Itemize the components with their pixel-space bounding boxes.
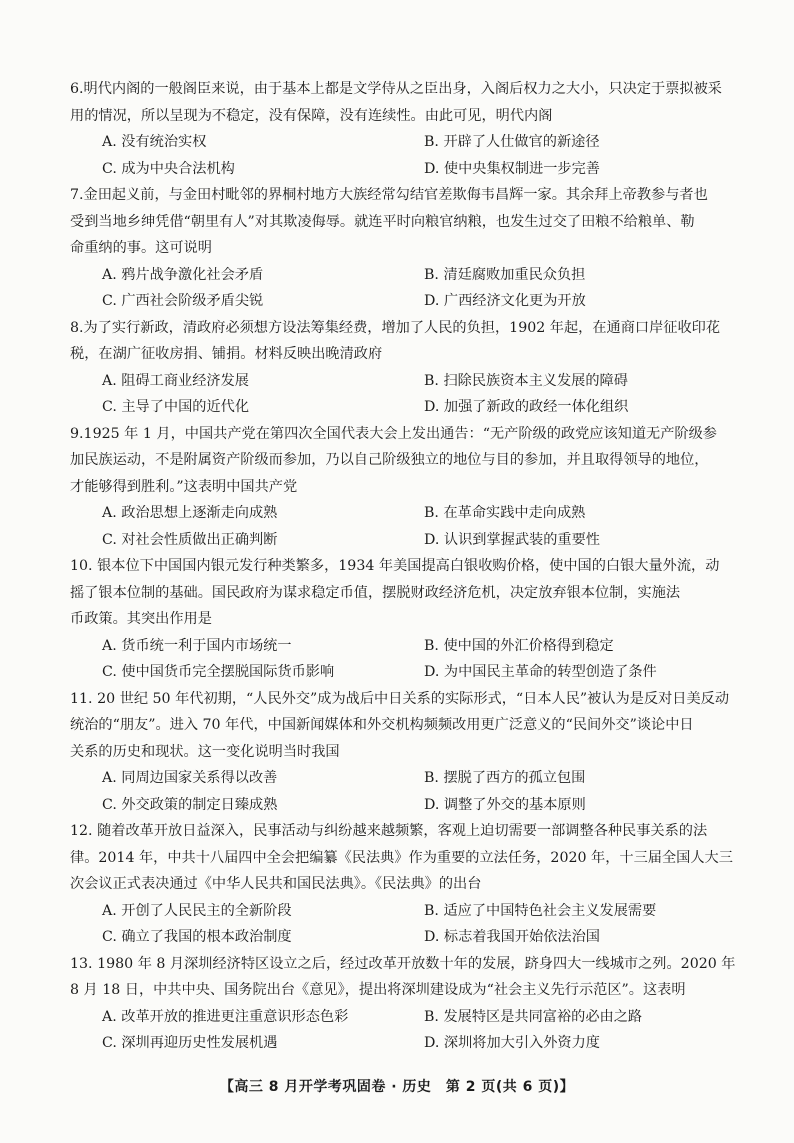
option-b: B. 清廷腐败加重民众负担 [424, 266, 586, 283]
question-7 [70, 182, 744, 315]
stem-line: 才能够得到胜利。”这表明中国共产党 [70, 478, 298, 495]
question-8-options [70, 368, 744, 421]
question-7-options [70, 262, 744, 315]
question-10-options [70, 633, 744, 686]
option-c: C. 外交政策的制定日臻成熟 [102, 796, 278, 813]
stem-line: 律。2014 年，中共十八届四中全会把编纂《民法典》作为重要的立法任务，2020 年，十三届全国人大三 [70, 849, 733, 866]
question-11 [70, 686, 744, 819]
stem-line: 用的情况，所以呈现为不稳定，没有保障，没有连续性。由此可见，明代内阁 [70, 107, 553, 124]
stem-line: 摇了银本位制的基础。国民政府为谋求稳定币值，摆脱财政经济危机，决定放弃银本位制，实施法 [70, 584, 681, 601]
stem-line: 13. 1980 年 8 月深圳经济特区设立之后，经过改革开放数十年的发展，跻身四大一线城市之列。2020 年 [70, 955, 736, 972]
stem-line: 10. 银本位下中国国内银元发行种类繁多，1934 年美国提高白银收购价格，使中国的白银大量外流，动 [70, 558, 720, 574]
option-b: B. 扫除民族资本主义发展的障碍 [424, 372, 628, 389]
question-6-options [70, 129, 744, 182]
page-footer: 【高三 8 月开学考巩固卷 · 历史 第 2 页(共 6 页)】 [219, 1079, 575, 1095]
option-c: C. 主导了中国的近代化 [102, 399, 250, 415]
stem-line: 12. 随着改革开放日益深入，民事活动与纠纷越来越频繁，客观上迫切需要一部调整各种民事关系的法 [70, 823, 708, 839]
stem-line: 8.为了实行新政，清政府必须想方设法筹集经费，增加了人民的负担，1902 年起，在通商口岸征收印花 [70, 319, 721, 336]
stem-line: 11. 20 世纪 50 年代初期，“人民外交”成为战后中日关系的实际形式，“日本人民”被认为是反对日美反动 [70, 690, 730, 707]
stem-line: 关系的历史和现状。这一变化说明当时我国 [70, 743, 340, 760]
question-12 [70, 818, 744, 951]
question-10 [70, 553, 744, 686]
option-c: C. 广西社会阶级矛盾尖锐 [102, 293, 264, 309]
option-d: D. 加强了新政的政经一体化组织 [424, 399, 629, 415]
question-8 [70, 315, 744, 421]
option-c: C. 对社会性质做出正确判断 [102, 531, 278, 548]
option-c: C. 确立了我国的根本政治制度 [102, 929, 292, 945]
option-b: B. 使中国的外汇价格得到稳定 [424, 637, 614, 654]
option-d: D. 为中国民主革命的转型创造了条件 [424, 664, 657, 680]
option-c: C. 深圳再迎历史性发展机遇 [102, 1035, 278, 1051]
question-13 [70, 951, 744, 1057]
question-9-options [70, 500, 744, 553]
option-b: B. 摆脱了西方的孤立包围 [424, 770, 586, 786]
option-a: A. 同周边国家关系得以改善 [102, 770, 278, 786]
option-c: C. 成为中央合法机构 [102, 160, 235, 177]
question-12-options [70, 898, 744, 951]
option-a: A. 没有统治实权 [102, 134, 207, 150]
question-13-stem [70, 951, 744, 1004]
question-10-stem [70, 553, 744, 633]
option-a: A. 货币统一利于国内市场统一 [102, 637, 292, 654]
stem-line: 6.明代内阁的一般阁臣来说，由于基本上都是文学侍从之臣出身，入阁后权力之大小，只决定于票拟被采 [70, 81, 722, 97]
option-d: D. 认识到掌握武装的重要性 [424, 531, 600, 548]
stem-line: 次会议正式表决通过《中华人民共和国民法典》。《民法典》的出台 [70, 876, 482, 892]
question-11-options [70, 765, 744, 818]
option-b: B. 在革命实践中走向成熟 [424, 505, 586, 521]
stem-line: 受到当地乡绅凭借“朝里有人”对其欺凌侮辱。就连平时向粮官纳粮，也发生过交了田粮不给粮单、勒 [70, 213, 695, 230]
option-a: A. 阻碍工商业经济发展 [102, 372, 249, 389]
stem-line: 加民族运动，不是附属资产阶级而参加，乃以自己阶级独立的地位与目的参加，并且取得领导的地位， [70, 452, 709, 468]
question-11-stem [70, 686, 744, 766]
option-b: B. 开辟了人仕做官的新途径 [424, 134, 600, 150]
stem-line: 币政策。其突出作用是 [70, 611, 212, 627]
question-6-stem [70, 76, 744, 129]
stem-line: 8 月 18 日，中共中央、国务院出台《意见》，提出将深圳建设成为“社会主义先行示范区”。这表明 [70, 982, 686, 998]
option-c: C. 使中国货币完全摆脱国际货币影响 [102, 664, 335, 680]
question-7-stem [70, 182, 744, 262]
option-d: D. 深圳将加大引入外资力度 [424, 1035, 600, 1051]
stem-line: 命重纳的事。这可说明 [70, 240, 212, 256]
stem-line: 7.金田起义前，与金田村毗邻的界桐村地方大族经常勾结官差欺侮韦昌辉一家。其余拜上帝教参与者也 [70, 187, 708, 203]
question-6 [70, 76, 744, 182]
option-a: A. 政治思想上逐渐走向成熟 [102, 505, 278, 521]
stem-line: 统治的“朋友”。进入 70 年代，中国新闻媒体和外交机构频频改用更广泛意义的“民间外交”谈论中日 [70, 717, 694, 733]
stem-line: 9.1925 年 1 月，中国共产党在第四次全国代表大会上发出通告：“无产阶级的政党应该知道无产阶级参 [70, 425, 717, 442]
option-d: D. 调整了外交的基本原则 [424, 796, 586, 813]
option-d: D. 广西经济文化更为开放 [424, 293, 586, 309]
option-a: A. 开创了人民民主的全新阶段 [102, 902, 292, 919]
question-13-options [70, 1004, 744, 1057]
option-b: B. 适应了中国特色社会主义发展需要 [424, 902, 657, 919]
question-9-stem [70, 421, 744, 501]
stem-line: 税，在湖广征收房捐、铺捐。材料反映出晚清政府 [70, 346, 383, 362]
option-a: A. 鸦片战争激化社会矛盾 [102, 266, 264, 283]
option-a: A. 改革开放的推进更注重意识形态色彩 [102, 1008, 349, 1025]
option-b: B. 发展特区是共同富裕的必由之路 [424, 1008, 643, 1025]
option-d: D. 使中央集权制进一步完善 [424, 160, 600, 177]
question-9 [70, 421, 744, 554]
option-d: D. 标志着我国开始依法治国 [424, 929, 600, 945]
question-12-stem [70, 818, 744, 898]
question-8-stem [70, 315, 744, 368]
